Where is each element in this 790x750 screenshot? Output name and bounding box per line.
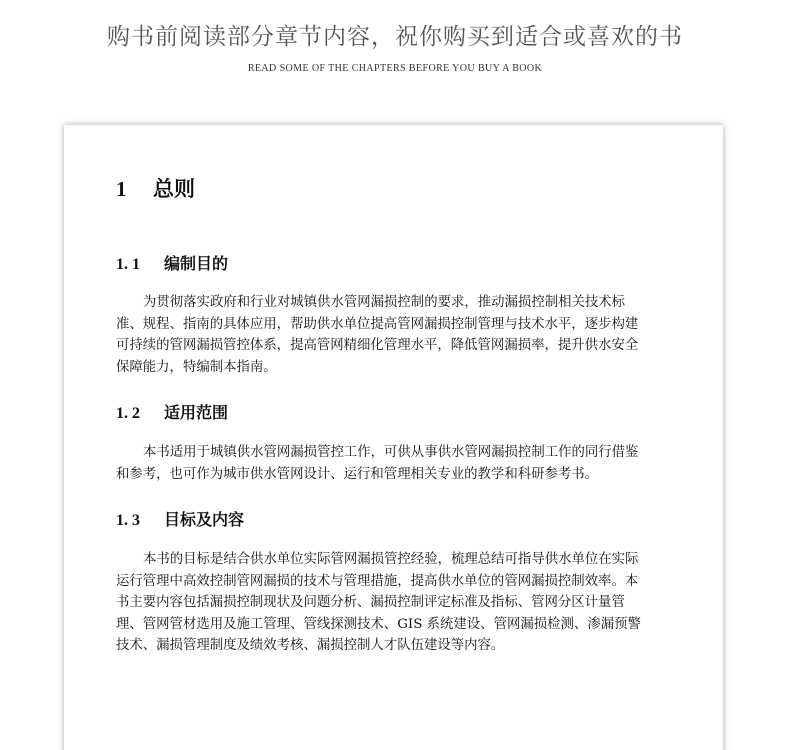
chapter-number: 1 bbox=[116, 177, 127, 201]
paragraph-line: 准、规程、指南的具体应用，帮助供水单位提高管网漏损控制管理与技术水平，逐步构建 bbox=[116, 316, 639, 332]
paragraph-line: 可持续的管网漏损管控体系，提高管网精细化管理水平，降低管网漏损率，提升供水安全 bbox=[116, 338, 639, 354]
document-page bbox=[64, 125, 723, 750]
paragraph-line: 书主要内容包括漏损控制现状及问题分析、漏损控制评定标准及指标、管网分区计量管 bbox=[116, 595, 625, 611]
banner-subtitle: READ SOME OF THE CHAPTERS BEFORE YOU BUY A BOOK bbox=[247, 63, 543, 74]
paragraph-line: 本书适用于城镇供水管网漏损管控工作，可供从事供水管网漏损控制工作的同行借鉴 bbox=[143, 445, 639, 460]
section-heading-purpose bbox=[116, 251, 228, 274]
paragraph-line: 保障能力，特编制本指南。 bbox=[116, 359, 277, 375]
paragraph-line: 技术、漏损管理制度及绩效考核、漏损控制人才队伍建设等内容。 bbox=[116, 638, 505, 654]
section-paragraph-purpose bbox=[116, 292, 676, 378]
section-title: 编制目的 bbox=[164, 254, 229, 273]
paragraph-line: 和参考，也可作为城市供水管网设计、运行和管理相关专业的教学和科研参考书。 bbox=[116, 466, 599, 482]
section-heading-scope bbox=[116, 400, 228, 423]
paragraph-line: 为贯彻落实政府和行业对城镇供水管网漏损控制的要求，推动漏损控制相关技术标 bbox=[143, 295, 626, 310]
banner-title: 购书前阅读部分章节内容，祝你购买到适合或喜欢的书 bbox=[107, 24, 683, 50]
section-paragraph-scope bbox=[116, 442, 676, 485]
paragraph-line: 运行管理中高效控制管网漏损的技术与管理措施，提高供水单位的管网漏损控制效率。本 bbox=[116, 573, 639, 589]
paragraph-line: 本书的目标是结合供水单位实际管网漏损管控经验，梳理总结可指导供水单位在实际 bbox=[143, 552, 639, 567]
chapter-heading bbox=[116, 173, 195, 203]
section-title: 目标及内容 bbox=[164, 510, 245, 529]
section-paragraph-goals bbox=[116, 549, 676, 657]
chapter-title: 总则 bbox=[153, 177, 195, 201]
section-number: 1. 1 bbox=[116, 256, 140, 273]
section-number: 1. 3 bbox=[116, 512, 140, 529]
section-title: 适用范围 bbox=[164, 403, 229, 422]
section-heading-goals bbox=[116, 507, 244, 530]
section-number: 1. 2 bbox=[116, 405, 140, 422]
paragraph-line: 理、管网管材选用及施工管理、管线探测技术、GIS 系统建设、管网漏损检测、渗漏预警 bbox=[116, 616, 641, 632]
